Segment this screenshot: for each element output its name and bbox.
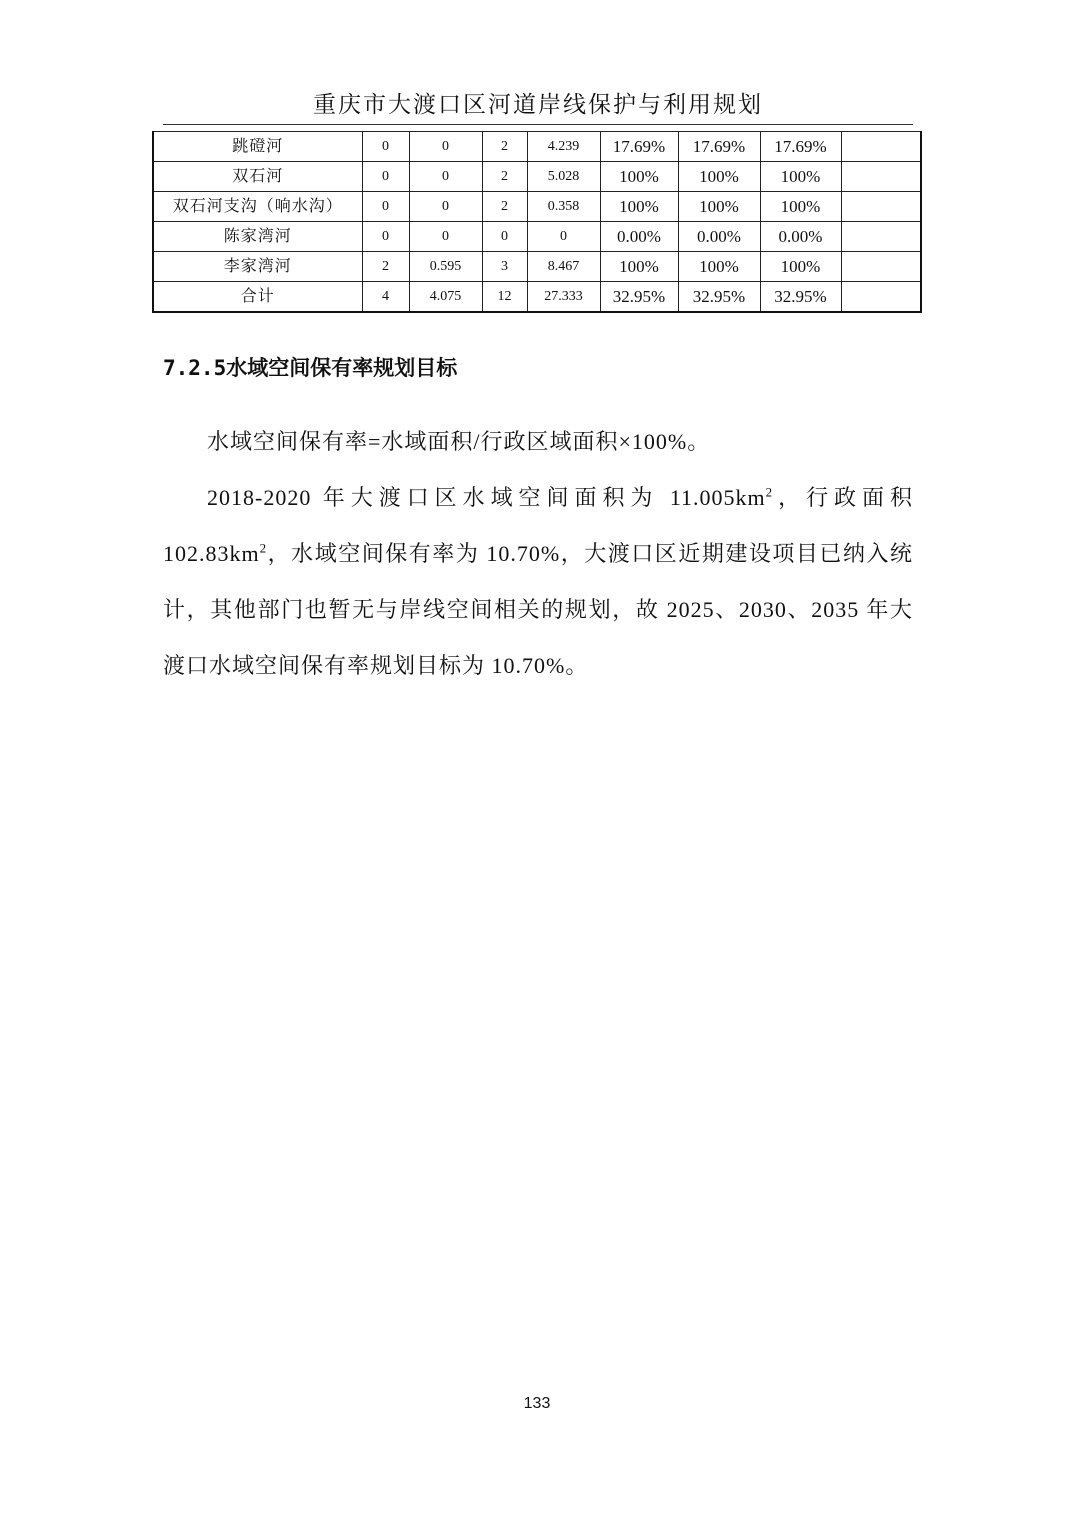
table-cell: 100% — [678, 252, 760, 282]
table-cell: 0.00% — [760, 222, 841, 252]
header-rule — [163, 124, 913, 125]
body-paragraph — [163, 470, 913, 694]
table-cell: 0 — [409, 222, 482, 252]
table-cell: 2 — [482, 192, 527, 222]
formula-paragraph — [163, 414, 913, 470]
table-cell: 0 — [527, 222, 600, 252]
table-cell: 8.467 — [527, 252, 600, 282]
table-cell: 5.028 — [527, 162, 600, 192]
river-name-cell: 合计 — [153, 282, 362, 313]
running-header: 重庆市大渡口区河道岸线保护与利用规划 — [313, 92, 763, 117]
table-cell: 32.95% — [678, 282, 760, 313]
river-name-cell: 双石河支沟（响水沟） — [153, 192, 362, 222]
table-cell: 2 — [482, 162, 527, 192]
table-row — [153, 222, 921, 252]
page-number: 133 — [523, 1395, 551, 1412]
table-row — [153, 252, 921, 282]
table-cell: 100% — [600, 162, 678, 192]
table-cell: 100% — [760, 162, 841, 192]
table-cell: 0 — [362, 192, 409, 222]
table-cell: 17.69% — [600, 132, 678, 162]
table-cell: 32.95% — [600, 282, 678, 313]
table-cell — [841, 162, 921, 192]
table-cell: 0.595 — [409, 252, 482, 282]
river-name-cell: 陈家湾河 — [153, 222, 362, 252]
table-cell: 32.95% — [760, 282, 841, 313]
table-cell: 4 — [362, 282, 409, 313]
table-cell: 0 — [482, 222, 527, 252]
table-row — [153, 282, 921, 313]
table-body — [153, 132, 921, 313]
river-name-cell: 李家湾河 — [153, 252, 362, 282]
table-row — [153, 162, 921, 192]
superscript-2: 2 — [765, 484, 774, 500]
table-cell — [841, 192, 921, 222]
table-cell: 17.69% — [678, 132, 760, 162]
table-cell: 3 — [482, 252, 527, 282]
table-cell: 100% — [678, 192, 760, 222]
table-cell: 0 — [409, 192, 482, 222]
river-name-cell: 跳磴河 — [153, 132, 362, 162]
table-cell: 0.00% — [678, 222, 760, 252]
table-cell — [841, 132, 921, 162]
table-cell: 4.075 — [409, 282, 482, 313]
table-cell: 100% — [760, 192, 841, 222]
table-cell: 2 — [362, 252, 409, 282]
table-row — [153, 132, 921, 162]
body-text-part3: ，水域空间保有率为 10.70%，大渡口区近期建设项目已纳入统计，其他部门也暂无与岸线空间相关的规划，故 2025、2030、2035 年大渡口水域空间保有率规划目标为 10.70%。 — [163, 541, 913, 678]
table-cell: 27.333 — [527, 282, 600, 313]
table-cell: 100% — [600, 192, 678, 222]
table-cell: 0 — [409, 162, 482, 192]
body-text-part2: ，行政面积 102.83km — [163, 485, 913, 566]
table-cell: 12 — [482, 282, 527, 313]
table-cell — [841, 252, 921, 282]
section-heading: 7.2.5水域空间保有率规划目标 — [163, 356, 458, 380]
table-cell — [841, 222, 921, 252]
table-cell: 100% — [678, 162, 760, 192]
table-cell: 0 — [362, 132, 409, 162]
table-cell: 100% — [600, 252, 678, 282]
body-text-part1: 2018-2020 年大渡口区水域空间面积为 11.005km — [207, 485, 766, 510]
table-cell: 100% — [760, 252, 841, 282]
table-cell: 0 — [409, 132, 482, 162]
table-cell: 0 — [362, 162, 409, 192]
table-row — [153, 192, 921, 222]
table-cell: 0.00% — [600, 222, 678, 252]
formula-text: 水域空间保有率=水域面积/行政区域面积×100%。 — [207, 429, 711, 454]
table-cell: 0.358 — [527, 192, 600, 222]
table-cell — [841, 282, 921, 313]
table-cell: 4.239 — [527, 132, 600, 162]
river-name-cell: 双石河 — [153, 162, 362, 192]
table-cell: 17.69% — [760, 132, 841, 162]
table-cell: 0 — [362, 222, 409, 252]
shoreline-table — [152, 131, 922, 313]
table-cell: 2 — [482, 132, 527, 162]
superscript-2: 2 — [259, 540, 268, 556]
